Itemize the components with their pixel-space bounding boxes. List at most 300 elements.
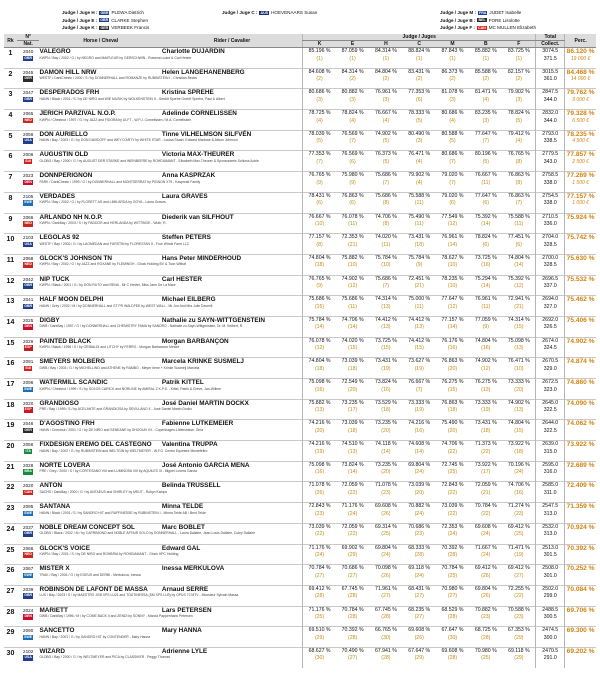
judge-score-cell [502,585,535,606]
collective-score: 327.0 [543,303,557,310]
judge-rank: (14) [514,262,524,269]
horse-details: TRAK / Bay / 2004 / G / by EGEUS and DERBI - Merkulova, Inessa [39,572,141,577]
rank-cell: 18 [4,399,17,420]
judge-score-cell [403,461,436,482]
judge-rank: (15) [514,427,524,434]
judge-rank: (17) [347,407,358,414]
judge-score-cell [469,503,502,524]
judge-score-cell [336,482,369,503]
horse-details: HANN / Bay / 2001 / G / by SANDRO HIT by CONTENDER - Mary Hanna [39,634,151,639]
nation-cell [17,379,40,400]
judge-label: Judge / Juge F : [440,25,475,31]
rider-cell [162,627,303,648]
rank-cell: 29 [4,627,17,648]
horse-cell [39,110,192,131]
percentage-cell [565,461,596,482]
table-row [4,172,596,193]
judge-score-cell [336,627,369,648]
judge-score: 75.686 % [374,275,397,282]
total-score: 2502.0 [542,585,559,592]
collective-score: 338.0 [543,179,557,186]
judge-score-cell [369,585,402,606]
judge-rank: (24) [381,552,391,558]
judge-score-cell [303,89,336,110]
judge-score-cell [436,48,469,69]
judge-rank: (24) [481,552,491,558]
judge-score-cell [369,68,402,89]
judge-score-cell [436,399,469,420]
judge-score-cell [502,213,535,234]
judge-rank: (20) [414,489,424,496]
judge-score: 74.804 % [308,254,331,261]
judges-col-mid [222,9,317,17]
judge-rank: (18) [481,427,491,434]
judge-score-cell [403,544,436,565]
judge-score: 72.059 % [474,482,497,489]
judge-rank: (5) [449,138,456,145]
judge-score: 76.275 % [441,379,464,385]
judge-rank: (18) [314,262,325,269]
judge-score: 72.451 % [408,275,431,282]
judge-score-cell [436,234,469,255]
judge-score: 75.686 % [374,172,397,179]
judge-rank: (25) [314,614,325,621]
percentage-cell [565,275,596,296]
judge-score-cell [303,565,336,586]
entry-number: 2041 [23,297,34,303]
collective-score: 343.0 [543,158,557,165]
table-row [4,316,596,337]
rider-cell [162,337,303,358]
judge-score: 69.118 % [408,565,430,572]
judge-score-cell [403,482,436,503]
judge-score: 75.098 % [308,461,331,468]
judge-score: 69.412 % [308,585,331,592]
judge-score: 73.039 % [341,420,364,427]
rank-cell: 5 [4,130,17,151]
judge-rank: (24) [347,510,358,517]
judge-score: 71.176 % [341,503,364,510]
total-score: 2672.5 [542,379,559,385]
table-row [4,48,596,69]
percentage-cell [565,565,596,586]
percentage-cell [565,234,596,255]
judge-score-cell [469,523,502,544]
judge-rank: (15) [447,386,458,393]
judge-rank: (17) [481,469,491,476]
judge-rank: (15) [314,303,325,310]
nation-flag-icon: GBR [24,55,33,60]
judge-rank: (18) [314,365,325,372]
total-cell [536,399,565,420]
horse-name: HALF MOON DELPHI [39,296,104,304]
judge-rank: (23) [381,489,391,496]
percentage-cell [565,647,596,667]
total-score: 3074.5 [542,48,559,54]
judge-score-cell [502,565,535,586]
collective-score: 324.5 [543,345,557,352]
total-score: 2674.0 [542,337,559,344]
judge-score-cell [403,151,436,172]
judge-score: 73.333 % [474,399,497,406]
judge-rank: (26) [381,510,391,517]
collective-score: 300.5 [543,614,557,621]
judge-score: 85.196 % [308,48,331,54]
judge-rank: (4) [316,117,323,124]
rider-name: José Antonio GARCIA MENA [161,461,250,469]
judge-rank: (14) [414,448,424,455]
judge-score: 74.314 % [374,296,397,303]
rank-cell: 1 [4,48,17,69]
judge-score-cell [436,358,469,379]
rank-cell: 28 [4,606,17,627]
total-cell [536,523,565,544]
judge-score: 70.392 % [341,627,364,634]
judge-score-cell [469,585,502,606]
judge-score-cell [369,565,402,586]
judge-score-cell [336,441,369,462]
rider-name: Nathalie zu SAYN-WITTGENSTEIN [161,316,266,324]
judge-score: 67.941 % [374,647,397,654]
rider-cell [162,482,303,503]
judge-score: 78.235 % [441,275,464,282]
judge-rank: (26) [314,489,325,496]
col-perc-header: Perc. [565,34,596,48]
rider-cell [162,544,303,565]
judge-rank: (5) [482,158,489,165]
judge-score: 79.020 % [441,172,464,179]
judge-rank: (11) [414,200,424,207]
percentage-cell [565,89,596,110]
judge-score-cell [336,523,369,544]
nation-cell [17,254,40,275]
judge-score-cell [436,441,469,462]
percentage: 74.062 % [566,420,595,428]
nation-flag-icon: SWE [24,386,33,391]
judge-rank: (7) [449,158,456,165]
judge-score: 77.451 % [507,234,530,241]
total-cell [536,358,565,379]
judge-score: 72.941 % [507,296,530,303]
judge-score: 76.667 % [308,213,331,220]
collective-score: 329.0 [543,365,557,372]
judge-rank: (18) [381,407,391,414]
judge-rank: (18) [514,448,524,455]
judge-score-cell [403,399,436,420]
judge-score-cell [336,647,369,667]
percentage: 70.392 % [566,544,595,552]
judge-rank: (9) [416,262,423,269]
collective-score: 323.0 [543,386,557,393]
collective-score: 361.0 [543,76,557,83]
judge-rank: (10) [381,262,391,269]
judge-rank: (7) [382,179,390,186]
judge-score: 71.078 % [308,482,331,489]
judge-score: 73.922 % [474,461,497,468]
judge-rank: (7) [416,386,423,393]
judge-score-cell [336,110,369,131]
judge-score: 75.784 % [408,254,431,261]
judge-score-cell [303,441,336,462]
horse-cell [39,337,180,358]
judge-score: 75.392 % [507,275,530,282]
judge-rank: (6) [482,241,489,248]
judge-score-cell [436,461,469,482]
judge-rank: (6) [349,158,356,165]
total-cell [536,503,565,524]
judge-score: 74.608 % [408,441,431,448]
total-score: 3015.5 [542,68,559,75]
judge-score: 80.882 % [341,89,364,96]
judge-score: 75.000 % [408,296,431,303]
horse-details: HANN / Chestnut / 2001 / G / by DE NIRO and SENEANE by SHOGUN XX - Copenhagen-Lüttenwiese, Gina [39,427,204,432]
nation-flag-icon: SWE [24,634,33,639]
percentage: 75.462 % [566,296,595,304]
horse-name: WIZARD [39,647,66,655]
judge-score: 76.275 % [474,379,497,385]
judge-score: 72.353 % [341,234,364,241]
judge-score: 77.647 % [474,192,497,199]
nation-flag-icon: GBR [24,283,33,288]
judge-score-cell [303,503,336,524]
percentage-cell [565,503,596,524]
horse-details: OLDBG / Bay / 2000 / G / by AUGUST DER STARKE and WEINBEERE by ROHDIAMANT - Elisabeth Max-Theurer & Sponsorkreis Schloss Achle [39,158,259,163]
collective-score: 326.5 [543,324,557,331]
judge-score: 74.020 % [341,337,364,344]
nation-cell [17,316,40,337]
judge-score-cell [469,461,502,482]
judge-score: 70.980 % [474,647,497,654]
nation-cell [17,110,40,131]
entry-number: 2066 [23,545,34,551]
judge-rank: (3) [349,96,356,103]
judge-score: 74.706 % [341,316,364,323]
judge-score: 73.235 % [374,461,397,468]
judge-name: VERBEEK Francis [111,25,150,31]
judge-score: 73.725 % [474,254,497,261]
judge-score: 80.588 % [441,130,464,137]
judge-rank: (28) [447,655,458,662]
horse-name: AUGUSTIN OLD [39,151,89,159]
judge-score: 76.373 % [374,151,397,158]
total-score: 2694.0 [542,296,559,303]
judge-score: 79.020 % [441,192,464,199]
judge-score: 70.098 % [374,565,397,572]
judge-score: 80.686 % [441,151,464,158]
nation-cell [17,296,40,317]
nation-flag-icon: GBR [24,303,33,308]
judge-rank: (20) [381,469,391,476]
percentage-cell [565,296,596,317]
judge-score: 69.118 % [508,647,530,654]
percentage: 69.202 % [566,647,595,655]
judge-score: 73.333 % [408,399,431,406]
judge-rank: (13) [314,407,325,414]
judge-score-cell [436,523,469,544]
percentage: 78.235 % [566,130,595,138]
col-judge-m: M [436,41,469,48]
rider-name: Arnaud SERRE [161,585,209,593]
judge-rank: (25) [381,531,391,538]
judge-score: 76.667 % [474,172,497,179]
total-score: 2585.0 [542,482,559,489]
nation-flag-icon: BRA [24,469,32,474]
judge-score-cell [469,254,502,275]
judge-rank: (16) [481,345,491,352]
judge-rank: (9) [316,283,323,290]
judge-score: 73.431 % [408,234,431,241]
judge-score-cell [303,461,336,482]
judge-score: 76.667 % [374,110,397,117]
judge-rank: (16) [314,469,325,476]
judge-score: 75.980 % [341,172,364,179]
table-row [4,606,596,627]
judge-score: 68.235 % [408,606,431,613]
horse-name: FIXDESIGN EREMO DEL CASTEGNO [39,441,152,449]
rank-cell: 4 [4,110,17,131]
judge-score: 74.804 % [507,420,530,427]
judge-score-cell [369,110,402,131]
judge-score-cell [303,110,336,131]
judge-rank: (16) [514,489,524,496]
judge-score-cell [303,420,336,441]
total-score: 2474.5 [542,627,559,634]
judge-score-cell [469,420,502,441]
judge-score-cell [502,461,535,482]
judge-score: 77.353 % [408,89,431,96]
rank-cell: 16 [4,358,17,379]
judge-rank: (19) [314,448,325,455]
judge-score-cell [502,68,535,89]
judge-score-cell [369,234,402,255]
judge-rank: (9) [349,179,356,186]
nation-flag-icon: NED [24,221,32,225]
judge-score-cell [436,254,469,275]
judge-score-cell [369,151,402,172]
judge-score: 69.608 % [441,647,464,654]
judge-score: 75.588 % [408,192,431,199]
judge-score: 74.216 % [308,420,331,427]
horse-details: PRE / Bay / 1999 / S / by ACELANTE and GRANDIOSA by SEVILLANO II - José Daniel Martin Dockx [39,407,192,412]
nation-flag-icon: SWE [24,572,33,577]
horse-details: PRE / Grey / 2000 / S / by CORTESANO VIII and LUMINOSA VIII by AQUILES III - Miguel Lovera Garcia [39,469,197,474]
rank-cell: 21 [4,461,17,482]
table-row [4,399,596,420]
judge-score-cell [502,254,535,275]
entry-number: 2046 [23,421,34,427]
judge-score-cell [336,316,369,337]
collective-score: 322.5 [543,407,557,414]
rider-name: Fabienne LUTKEMEIER [161,420,234,428]
judge-rank: (3) [449,96,456,103]
judge-score-cell [502,358,535,379]
judge-score: 68.725 % [474,627,497,634]
percentage-cell [565,441,596,462]
percentage: 74.090 % [566,399,595,407]
judge-score-cell [502,110,535,131]
horse-name: PAINTED BLACK [39,337,92,345]
judge-score: 69.804 % [474,585,497,592]
total-cell [536,296,565,317]
percentage: 84.468 % [566,68,595,76]
judge-score: 72.255 % [507,585,530,592]
judge-rank: (7) [349,138,356,145]
judge-rank: (2) [382,76,390,83]
judge-rank: (4) [449,117,456,124]
judge-score: 71.274 % [507,503,530,510]
total-score: 2645.0 [542,399,559,406]
judge-score-cell [303,316,336,337]
judge-score: 83.725 % [507,48,530,54]
col-rider-header: Rider / Cavalier [162,34,303,48]
judge-score-cell [303,68,336,89]
judge-score: 83.431 % [408,68,431,75]
prize-money: 14 000 € [570,76,591,83]
judge-score-cell [303,627,336,648]
judge-label: Judge / Juge E : [62,17,98,23]
judge-rank: (16) [314,386,325,393]
rider-name: Edward GAL [161,544,201,552]
percentage-cell [565,316,596,337]
total-cell [536,482,565,503]
judge-rank: (10) [347,262,358,269]
judge-score-cell [502,606,535,627]
judge-score-cell [303,192,336,213]
judge-rank: (2) [316,76,323,83]
judge-rank: (3) [316,96,323,103]
nation-flag-icon: ESP [24,345,32,350]
judge-country-flag-icon: FRA [479,10,487,15]
prize-money: 1 000 € [572,200,589,207]
judge-rank: (14) [481,283,491,290]
total-score: 2779.5 [542,151,559,158]
nation-cell [17,544,40,565]
nation-flag-icon: DEN [24,614,32,619]
rider-cell [162,275,303,296]
judge-score-cell [369,379,402,400]
table-row [4,151,596,172]
judge-score: 76.765 % [308,172,331,179]
judge-score-cell [369,316,402,337]
judge-score-cell [303,296,336,317]
judge-score: 76.863 % [441,358,464,365]
judge-score: 76.471 % [507,358,530,365]
judge-rank: (12) [314,345,325,352]
judge-score: 67.647 % [408,647,431,654]
total-score: 2696.5 [542,275,559,282]
horse-name: DESPERADOS FRH [39,89,100,97]
judge-rank: (30) [314,655,325,662]
judge-rank: (1) [482,55,489,62]
horse-cell [39,358,200,379]
judge-rank: (22) [447,448,458,455]
judge-rank: (14) [314,324,325,331]
judge-score-cell [303,275,336,296]
judge-score-cell [403,234,436,255]
judge-score: 69.412 % [474,565,497,572]
horse-cell [39,461,197,482]
judge-score-cell [469,48,502,69]
judge-score: 78.824 % [507,110,530,117]
judge-score-cell [303,523,336,544]
judge-rank: (24) [314,552,325,558]
judge-score-cell [502,503,535,524]
nation-cell [17,461,40,482]
judge-rank: (15) [381,345,391,352]
judge-score: 73.039 % [308,523,331,530]
judge-score: 68.627 % [308,647,331,654]
judge-rank: (22) [447,489,458,496]
